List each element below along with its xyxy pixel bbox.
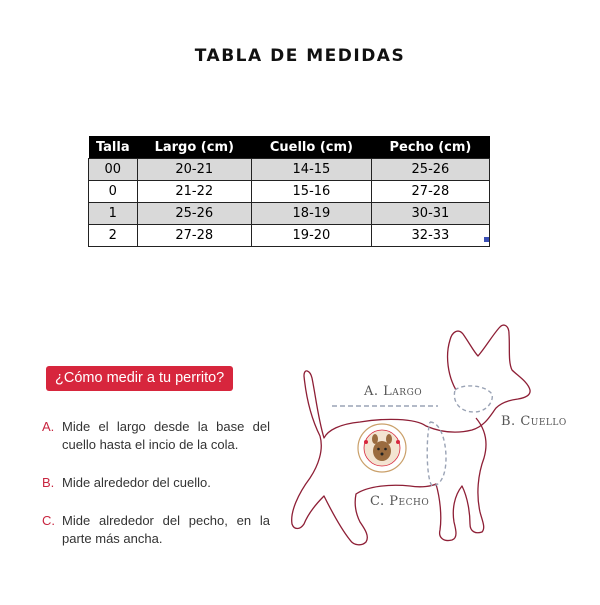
table-row xyxy=(89,181,490,203)
cell-cuello: 14-15 xyxy=(251,159,371,181)
measure-steps xyxy=(42,418,270,568)
step-text: Mide alrededor del pecho, en la parte más ancha. xyxy=(62,513,270,546)
step-letter: C. xyxy=(42,513,55,528)
label-cuello xyxy=(501,414,567,429)
brand-logo-badge xyxy=(358,424,406,472)
label-pecho xyxy=(370,494,429,509)
label-cuello-letter: B. xyxy=(501,414,516,429)
cell-largo: 20-21 xyxy=(137,159,251,181)
cuello-dashed-ring xyxy=(454,386,492,412)
step-letter: B. xyxy=(42,475,55,490)
label-largo xyxy=(364,384,422,399)
step-b xyxy=(42,474,270,492)
table-row xyxy=(89,225,490,247)
cell-pecho: 27-28 xyxy=(371,181,489,203)
header-pecho: Pecho (cm) xyxy=(371,136,489,159)
label-pecho-letter: C. xyxy=(370,494,385,509)
step-letter: A. xyxy=(42,419,55,434)
step-text: Mide el largo desde la base del cuello hasta el incio de la cola. xyxy=(62,419,270,452)
step-c xyxy=(42,512,270,548)
dog-body-outline xyxy=(292,325,530,545)
cell-largo: 21-22 xyxy=(137,181,251,203)
header-talla: Talla xyxy=(89,136,138,159)
label-largo-letter: A. xyxy=(364,384,379,399)
cell-largo: 27-28 xyxy=(137,225,251,247)
header-largo: Largo (cm) xyxy=(137,136,251,159)
cell-talla: 0 xyxy=(89,181,138,203)
dog-outline-icon xyxy=(280,318,600,600)
step-text: Mide alrededor del cuello. xyxy=(62,475,211,490)
step-a xyxy=(42,418,270,454)
dog-diagram xyxy=(280,318,600,600)
cell-largo: 25-26 xyxy=(137,203,251,225)
label-pecho-text: Pecho xyxy=(389,494,430,509)
size-table xyxy=(88,136,490,247)
cell-pecho: 25-26 xyxy=(371,159,489,181)
table-header-row xyxy=(89,136,490,159)
cell-pecho: 32-33 xyxy=(371,225,489,247)
header-cuello: Cuello (cm) xyxy=(251,136,371,159)
page-title: TABLA DE MEDIDAS xyxy=(194,46,406,66)
table-row xyxy=(89,159,490,181)
cell-talla: 00 xyxy=(89,159,138,181)
resize-handle-icon xyxy=(484,237,489,242)
how-to-measure-title: ¿Cómo medir a tu perrito? xyxy=(46,366,233,391)
label-cuello-text: Cuello xyxy=(520,414,567,429)
cell-talla: 2 xyxy=(89,225,138,247)
cell-cuello: 15-16 xyxy=(251,181,371,203)
cell-pecho: 30-31 xyxy=(371,203,489,225)
table-row xyxy=(89,203,490,225)
cell-cuello: 19-20 xyxy=(251,225,371,247)
cell-cuello: 18-19 xyxy=(251,203,371,225)
cell-talla: 1 xyxy=(89,203,138,225)
label-largo-text: Largo xyxy=(383,384,423,399)
